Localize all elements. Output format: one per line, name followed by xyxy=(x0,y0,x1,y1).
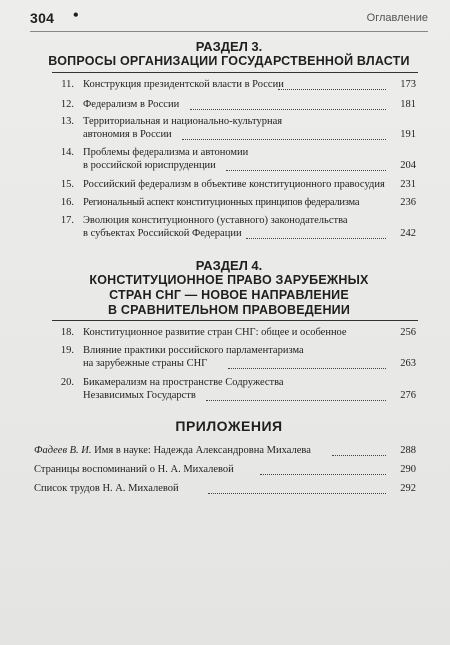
toc-entry-16[interactable] xyxy=(50,196,416,209)
toc-page: 204 xyxy=(400,160,416,171)
toc-entry-15[interactable] xyxy=(50,178,416,191)
toc-page: 256 xyxy=(400,327,416,338)
toc-page: 236 xyxy=(400,197,416,208)
header-rule xyxy=(30,31,428,32)
header-bullet: • xyxy=(73,7,79,24)
appendix-page: 290 xyxy=(400,464,416,475)
section-3-underline xyxy=(52,72,418,73)
toc-title-cont: автономия в России xyxy=(83,129,172,140)
toc-number: 12. xyxy=(60,99,74,110)
running-header xyxy=(30,7,428,28)
toc-number: 17. xyxy=(60,215,74,226)
toc-title: Региональный аспект конституционных принципов федерализма xyxy=(83,197,360,208)
toc-title: Конституционное развитие стран СНГ: общее и особенное xyxy=(83,327,347,338)
section-3-title: ВОПРОСЫ ОРГАНИЗАЦИИ ГОСУДАРСТВЕННОЙ ВЛАСТИ xyxy=(48,54,410,68)
appendix-entry-1[interactable] xyxy=(34,444,416,457)
toc-page: 173 xyxy=(400,79,416,90)
toc-title-cont: на зарубежные страны СНГ xyxy=(83,358,208,369)
appendix-page: 288 xyxy=(400,445,416,456)
dot-leader xyxy=(206,400,386,401)
section-4-label: РАЗДЕЛ 4. xyxy=(195,258,263,273)
toc-title-cont: Независимых Государств xyxy=(83,390,196,401)
toc-page: 191 xyxy=(400,129,416,140)
dot-leader xyxy=(182,139,386,140)
toc-number: 19. xyxy=(60,345,74,356)
toc-page: 231 xyxy=(400,179,416,190)
toc-page: 181 xyxy=(400,99,416,110)
toc-number: 18. xyxy=(60,327,74,338)
dot-leader xyxy=(190,109,386,110)
section-4-title-line2: СТРАН СНГ — НОВОЕ НАПРАВЛЕНИЕ xyxy=(109,288,349,302)
toc-title: Территориальная и национально-культурная xyxy=(83,116,283,127)
appendix-entry-3[interactable] xyxy=(34,482,416,495)
toc-number: 13. xyxy=(60,116,74,127)
toc-entry-18[interactable] xyxy=(50,326,416,339)
section-3-label: РАЗДЕЛ 3. xyxy=(195,39,263,54)
toc-entry-12[interactable] xyxy=(50,98,416,111)
appendix-page: 292 xyxy=(400,483,416,494)
dot-leader xyxy=(246,238,386,239)
toc-entry-13[interactable] xyxy=(50,115,416,141)
dot-leader xyxy=(208,493,386,494)
appendix-title xyxy=(34,444,311,457)
toc-entry-11[interactable] xyxy=(50,78,416,91)
toc-number: 15. xyxy=(60,179,74,190)
toc-entry-17[interactable] xyxy=(50,214,416,240)
toc-entry-14[interactable] xyxy=(50,146,416,172)
section-3-heading xyxy=(30,39,428,69)
toc-entry-20[interactable] xyxy=(50,376,416,402)
toc-number: 16. xyxy=(60,197,74,208)
toc-title: Конструкция президентской власти в России xyxy=(83,79,284,90)
toc-page: 276 xyxy=(400,390,416,401)
appendix-text: Имя в науке: Надежда Александровна Михалева xyxy=(91,445,311,456)
running-title: Оглавление xyxy=(366,12,428,24)
appendix-author: Фадеев В. И. xyxy=(34,445,92,456)
toc-title: Бикамерализм на пространстве Содружества xyxy=(83,377,284,388)
toc-title: Российский федерализм в объективе конституционного правосудия xyxy=(83,179,385,190)
dot-leader xyxy=(226,170,386,171)
appendix-title: Страницы воспоминаний о Н. А. Михалевой xyxy=(34,464,234,475)
section-4-underline xyxy=(52,320,418,321)
toc-number: 20. xyxy=(60,377,74,388)
toc-title: Проблемы федерализма и автономии xyxy=(83,147,249,158)
toc-number: 11. xyxy=(61,79,74,90)
toc-entry-19[interactable] xyxy=(50,344,416,370)
dot-leader xyxy=(332,455,386,456)
toc-title-cont: в субъектах Российской Федерации xyxy=(83,228,242,239)
dot-leader xyxy=(260,474,386,475)
section-4-heading xyxy=(30,258,428,318)
toc-title: Федерализм в России xyxy=(83,99,180,110)
toc-title: Влияние практики российского парламентаризма xyxy=(83,345,304,356)
dot-leader xyxy=(278,89,386,90)
toc-title: Эволюция конституционного (уставного) законодательства xyxy=(83,215,348,226)
toc-number: 14. xyxy=(60,147,74,158)
page-number: 304 xyxy=(30,10,55,26)
appendix-heading: ПРИЛОЖЕНИЯ xyxy=(175,418,283,434)
section-4-title-line3: В СРАВНИТЕЛЬНОМ ПРАВОВЕДЕНИИ xyxy=(107,303,351,317)
appendix-entry-2[interactable] xyxy=(34,463,416,476)
toc-title-cont: в российской юриспруденции xyxy=(83,160,216,171)
appendix-title: Список трудов Н. А. Михалевой xyxy=(34,483,179,494)
toc-page: 263 xyxy=(400,358,416,369)
section-4-title-line1: КОНСТИТУЦИОННОЕ ПРАВО ЗАРУБЕЖНЫХ xyxy=(89,273,369,287)
toc-page: 242 xyxy=(400,228,416,239)
dot-leader xyxy=(228,368,386,369)
